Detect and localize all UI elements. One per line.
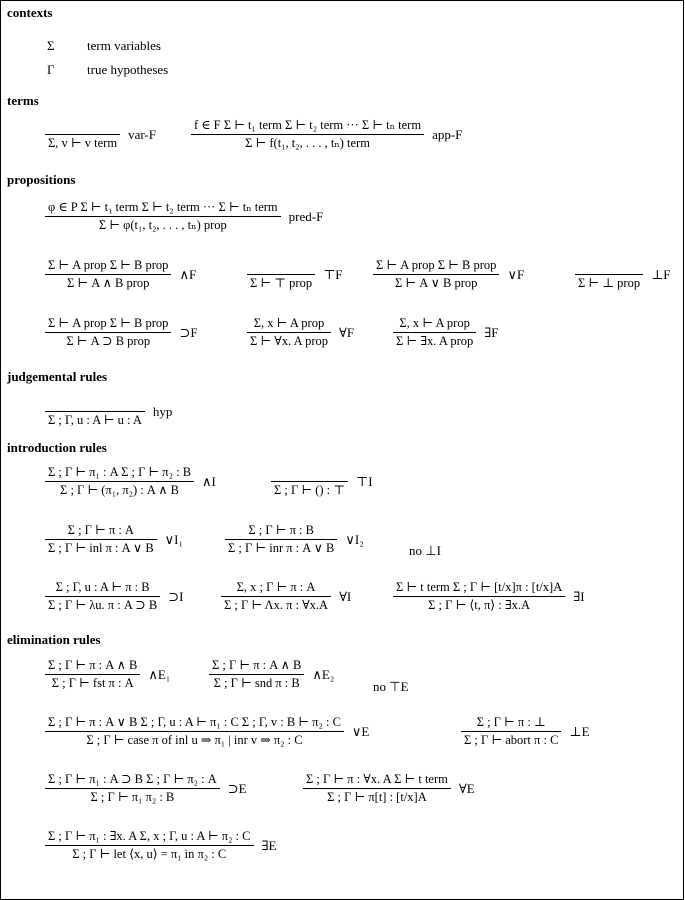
section-contexts: contexts <box>7 5 53 20</box>
rule-conclusion: Σ ; Γ ⊢ π[t] : [t/x]A <box>327 790 427 804</box>
rule-conclusion: Σ ; Γ ⊢ λu. π : A ⊃ B <box>48 598 158 612</box>
rule-or-E <box>45 716 369 747</box>
rule-premise <box>307 466 313 481</box>
context-symbol-sigma: Σ <box>47 38 55 53</box>
rule-conclusion: Σ ⊢ A ⊃ B prop <box>66 334 151 348</box>
rule-label: ∀F <box>339 324 355 340</box>
rule-imp-I <box>45 581 183 612</box>
rule-premise: Σ ; Γ ⊢ π : ⊥ <box>476 715 546 729</box>
rule-premise: Σ, x ⊢ A prop <box>399 316 470 330</box>
rule-premise: Σ, x ; Γ ⊢ π : A <box>236 580 316 594</box>
rule-premise: Σ ; Γ ⊢ π₁ : ∃x. A Σ, x ; Γ, u : A ⊢ π₂ : C <box>48 829 251 843</box>
rule-premise: Σ ; Γ ⊢ π : A ∧ B <box>48 658 138 672</box>
rule-conclusion: Σ ⊢ ∀x. A prop <box>250 334 329 348</box>
rule-premise: f ∈ F Σ ⊢ t₁ term Σ ⊢ t₂ term ··· Σ ⊢ tₙ term <box>194 118 422 132</box>
rule-imp-E <box>45 773 247 804</box>
rule-or-F <box>373 259 524 290</box>
rule-conclusion: Σ ; Γ, u : A ⊢ u : A <box>48 413 142 427</box>
rule-ex-F <box>393 317 499 348</box>
rule-or-I1 <box>45 524 183 555</box>
rule-conclusion: Σ ; Γ ⊢ fst π : A <box>51 676 134 690</box>
rule-premise: Σ, x ⊢ A prop <box>253 316 325 330</box>
rule-ex-I <box>393 581 585 612</box>
rule-conclusion: Σ ; Γ ⊢ π₁ π₂ : B <box>90 790 175 804</box>
section-introduction-rules: introduction rules <box>7 440 107 455</box>
rule-hyp <box>45 396 172 427</box>
rule-conclusion: Σ ⊢ φ(t₁, t₂, . . . , tₙ) prop <box>98 218 227 232</box>
rule-app-F <box>191 119 462 150</box>
rule-conclusion: Σ ; Γ ⊢ inl π : A ∨ B <box>48 541 154 555</box>
note-no-top-E: no ⊤E <box>373 679 409 694</box>
rule-label: ∀I <box>339 588 352 604</box>
rule-label: ∧E₂ <box>312 666 335 682</box>
rule-conclusion: Σ ; Γ ⊢ inr π : A ∨ B <box>228 541 335 555</box>
section-propositions: propositions <box>7 172 76 187</box>
rule-and-F <box>45 259 196 290</box>
rule-premise: Σ ; Γ ⊢ π : A ∨ B Σ ; Γ, u : A ⊢ π₁ : C Σ ; Γ, v : B ⊢ π₂ : C <box>48 715 341 729</box>
section-judgemental-rules: judgemental rules <box>7 369 108 384</box>
rule-premise: Σ ⊢ t term Σ ; Γ ⊢ [t/x]π : [t/x]A <box>396 580 563 594</box>
rule-label: ∨F <box>507 266 525 282</box>
rule-conclusion: Σ, v ⊢ v term <box>48 136 118 150</box>
context-desc-true-hypotheses: true hypotheses <box>87 62 169 77</box>
rule-premise: Σ ; Γ, u : A ⊢ π : B <box>55 580 150 594</box>
rule-premise: Σ ; Γ ⊢ π₁ : A ⊃ B Σ ; Γ ⊢ π₂ : A <box>48 772 217 786</box>
context-desc-term-variables: term variables <box>87 38 161 53</box>
rule-all-F <box>247 317 354 348</box>
rule-label: var-F <box>128 126 156 142</box>
rule-ex-E <box>45 830 277 861</box>
rule-conclusion: Σ ; Γ ⊢ () : ⊤ <box>274 483 346 497</box>
rule-premise <box>92 396 98 411</box>
rule-premise: Σ ; Γ ⊢ π : A ∧ B <box>212 658 302 672</box>
rule-conclusion: Σ ; Γ ⊢ Λx. π : ∀x.A <box>224 598 329 612</box>
rule-conclusion: Σ ⊢ ⊥ prop <box>578 276 641 290</box>
rule-premise: Σ ⊢ A prop Σ ⊢ B prop <box>48 316 169 330</box>
rule-conclusion: Σ ; Γ ⊢ ⟨t, π⟩ : ∃x.A <box>428 598 531 612</box>
rule-label: ⊃F <box>179 324 198 340</box>
rule-all-E <box>303 773 475 804</box>
rule-and-E1 <box>45 659 170 690</box>
rule-pred-F <box>45 201 323 232</box>
rule-label: ∧I <box>202 473 216 489</box>
rule-label: ⊤F <box>323 266 343 282</box>
rule-imp-F <box>45 317 198 348</box>
section-terms: terms <box>7 93 39 108</box>
rule-label: ∨I₁ <box>164 531 184 547</box>
rule-bot-F <box>575 259 671 290</box>
rule-top-I <box>271 466 373 497</box>
rule-label: app-F <box>432 126 463 142</box>
rule-conclusion: Σ ; Γ ⊢ let ⟨x, u⟩ = π₁ in π₂ : C <box>72 847 227 861</box>
rule-label: ∨I₂ <box>345 531 364 547</box>
rule-and-E2 <box>209 659 334 690</box>
rule-label: ∀E <box>458 780 475 796</box>
rule-label: ⊥E <box>569 723 590 739</box>
rule-conclusion: Σ ⊢ ⊤ prop <box>250 276 313 290</box>
section-elimination-rules: elimination rules <box>7 632 101 647</box>
rule-label: ∨E <box>351 723 370 739</box>
rule-conclusion: Σ ; Γ ⊢ abort π : C <box>464 733 559 747</box>
rule-label: ∃E <box>261 837 277 853</box>
rule-conclusion: Σ ⊢ A ∧ B prop <box>67 276 150 290</box>
rule-or-I2 <box>225 524 364 555</box>
rule-label: ⊃I <box>168 588 184 604</box>
rule-label: ∃I <box>573 588 585 604</box>
rule-top-F <box>247 259 343 290</box>
rule-premise <box>278 259 284 274</box>
rule-premise <box>606 259 612 274</box>
rule-bot-E <box>461 716 590 747</box>
rule-label: ∧E₁ <box>148 666 171 682</box>
rule-premise: Σ ⊢ A prop Σ ⊢ B prop <box>376 258 497 272</box>
rule-premise: φ ∈ P Σ ⊢ t₁ term Σ ⊢ t₂ term ··· Σ ⊢ tₙ term <box>48 200 278 214</box>
rule-label: ⊥F <box>651 266 671 282</box>
rule-conclusion: Σ ⊢ A ∨ B prop <box>395 276 478 290</box>
note-no-bot-I: no ⊥I <box>409 543 441 558</box>
rule-conclusion: Σ ; Γ ⊢ snd π : B <box>213 676 300 690</box>
rule-conclusion: Σ ; Γ ⊢ (π₁, π₂) : A ∧ B <box>60 483 179 497</box>
rule-premise: Σ ⊢ A prop Σ ⊢ B prop <box>48 258 169 272</box>
rule-premise: Σ ; Γ ⊢ π : ∀x. A Σ ⊢ t term <box>306 772 448 786</box>
rule-premise: Σ ; Γ ⊢ π : B <box>248 523 314 537</box>
rule-label: ⊃E <box>227 780 247 796</box>
rule-label: ∧F <box>179 266 197 282</box>
rule-conclusion: Σ ; Γ ⊢ case π of inl u ⇒ π₁ | inr v ⇒ π₂ : C <box>86 733 303 747</box>
context-symbol-gamma: Γ <box>47 62 55 77</box>
rule-label: hyp <box>152 403 173 419</box>
rule-premise <box>80 119 86 134</box>
rule-var-F <box>45 119 156 150</box>
rule-all-I <box>221 581 351 612</box>
rule-and-I <box>45 466 216 497</box>
rule-conclusion: Σ ⊢ f(t₁, t₂, . . . , tₙ) term <box>245 136 370 150</box>
rule-label: ⊤I <box>356 473 373 489</box>
rule-premise: Σ ; Γ ⊢ π : A <box>67 523 134 537</box>
rule-label: pred-F <box>288 208 324 224</box>
rule-label: ∃F <box>484 324 499 340</box>
rule-conclusion: Σ ⊢ ∃x. A prop <box>396 334 474 348</box>
rule-premise: Σ ; Γ ⊢ π₁ : A Σ ; Γ ⊢ π₂ : B <box>48 465 192 479</box>
